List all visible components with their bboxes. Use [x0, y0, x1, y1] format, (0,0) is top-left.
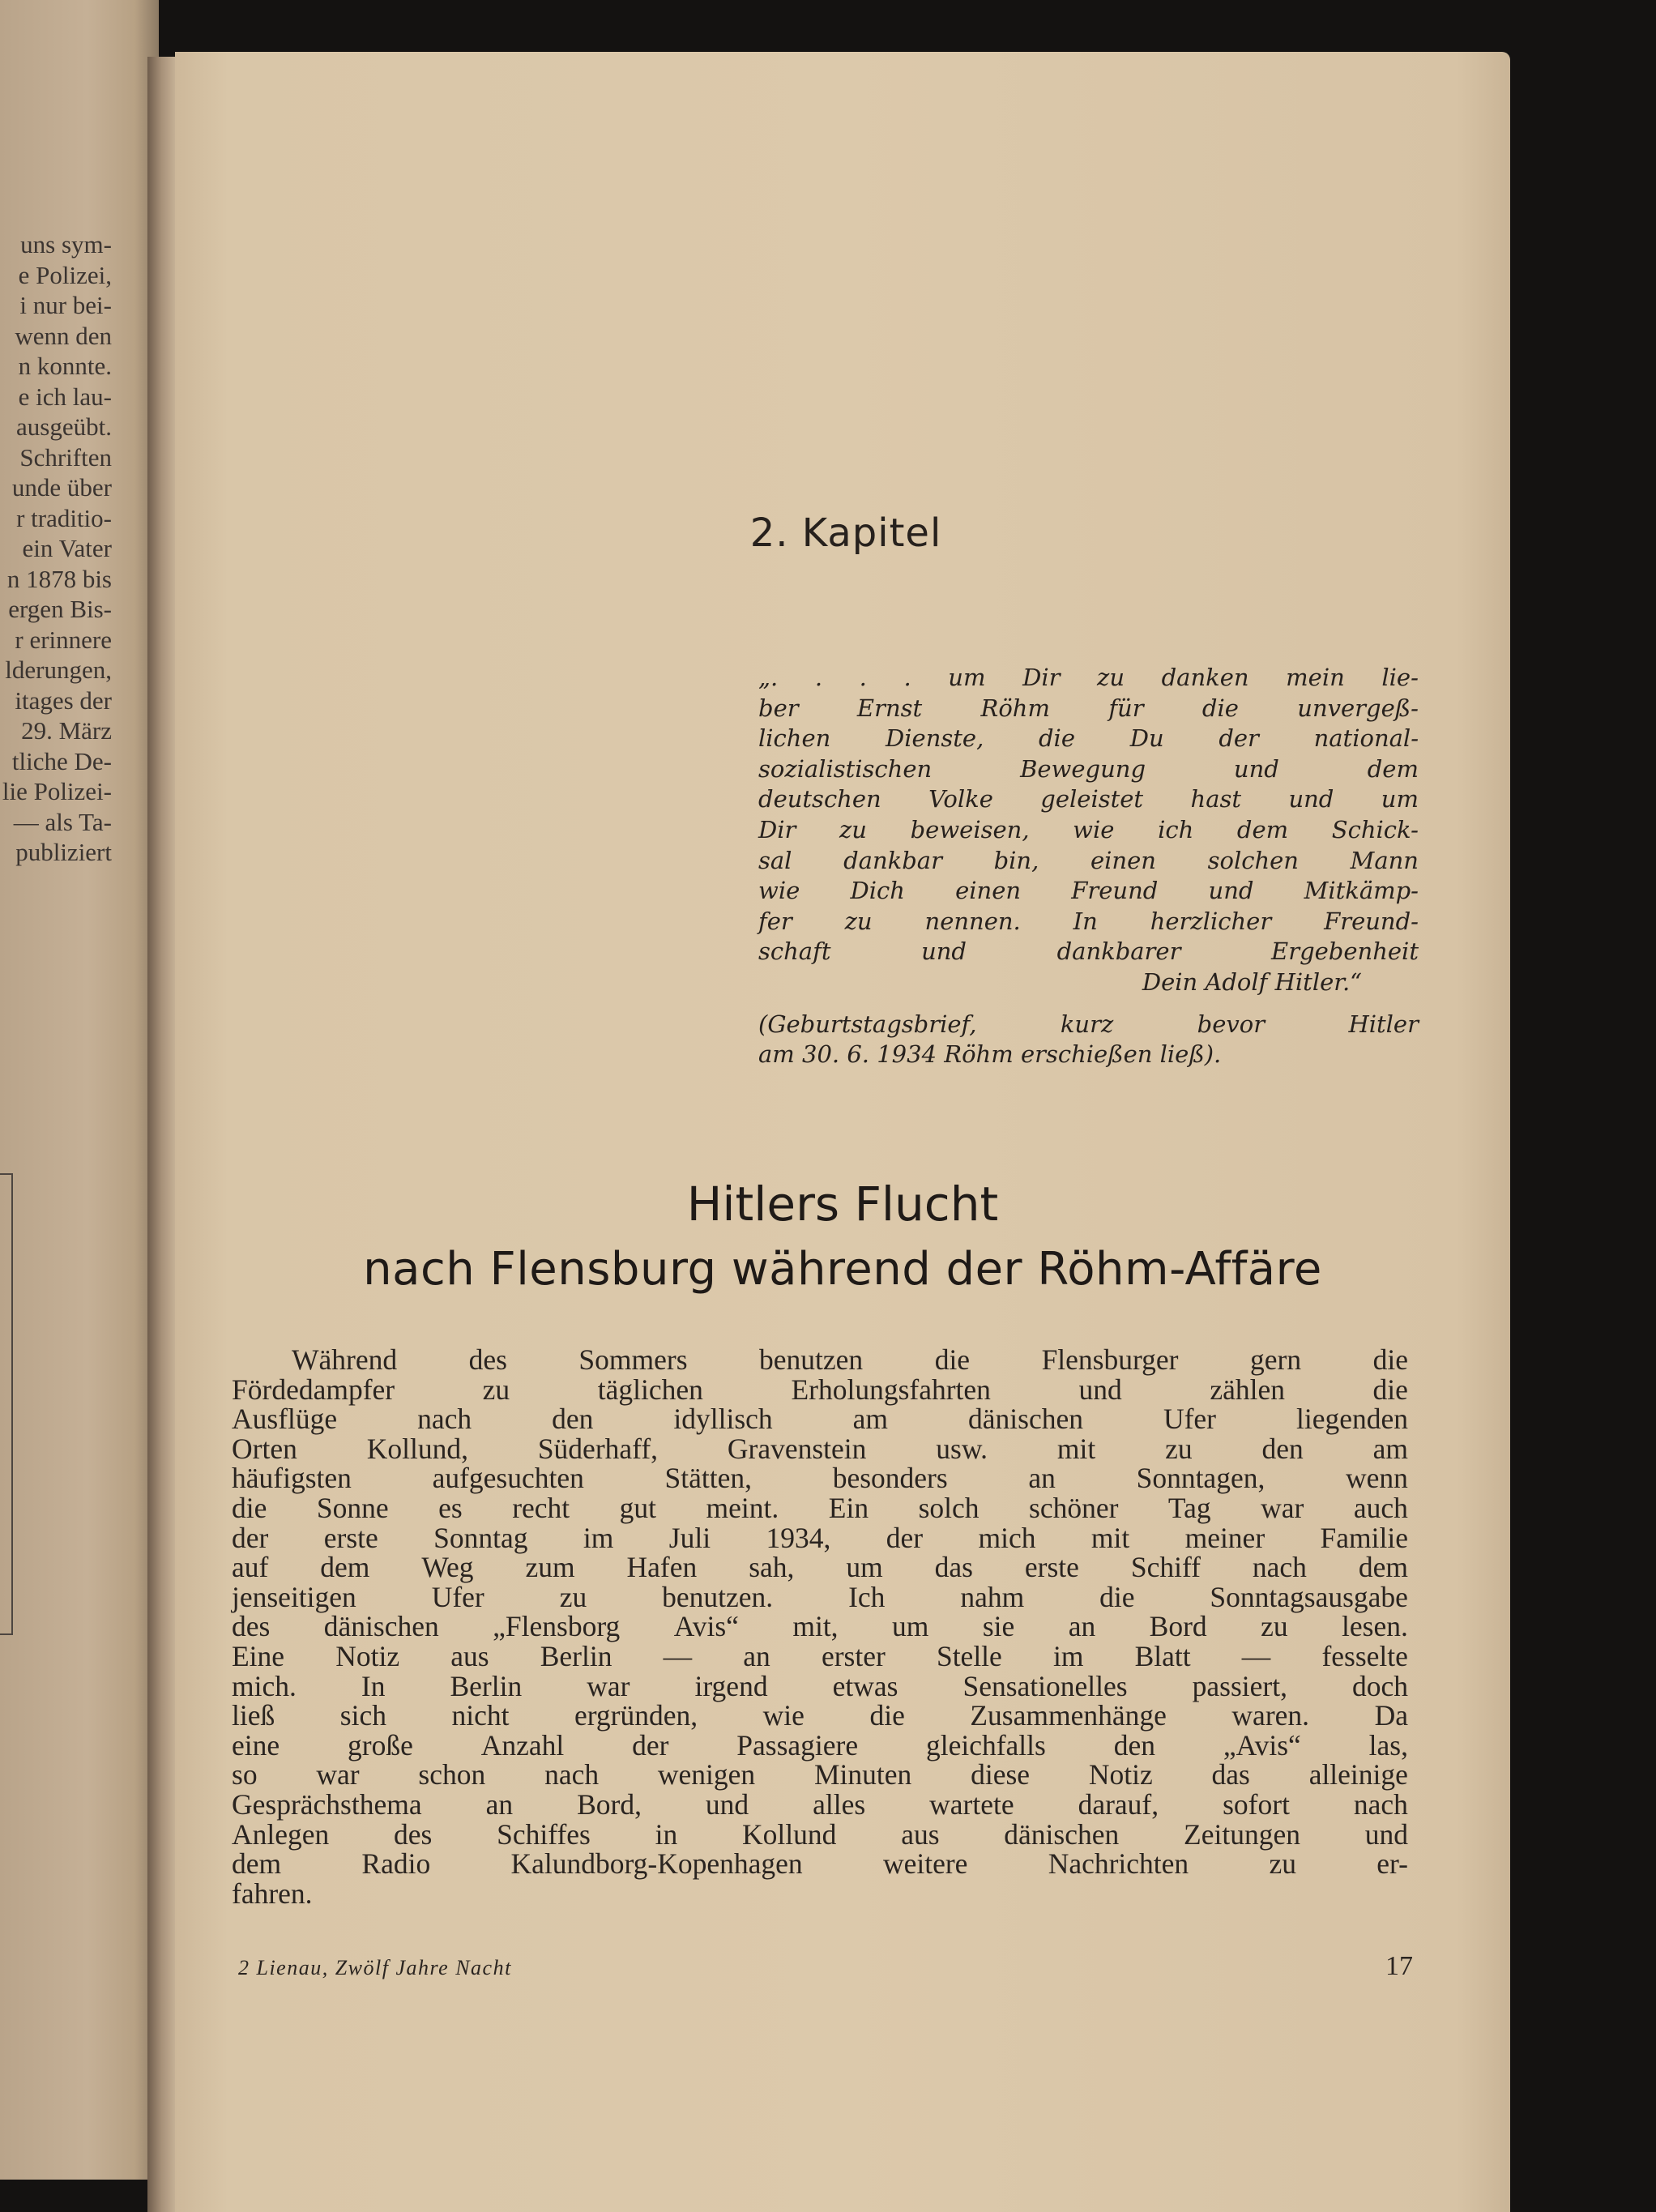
text-line: uns sym- [20, 230, 112, 258]
article-title: Hitlers Flucht [686, 1176, 999, 1232]
previous-page [0, 0, 159, 2180]
text-line: itages der [15, 685, 112, 715]
text-line: i nur bei- [19, 291, 112, 319]
body-line: dem Radio Kalundborg-Kopenhagen weitere Nachrichten zu er- [232, 1847, 1408, 1881]
epigraph-line: fer zu nennen. In herzlicher Freund- [758, 907, 1419, 935]
text-line: ergen Bis- [8, 595, 112, 623]
text-line: n konnte. [18, 352, 112, 380]
epigraph-line: lichen Dienste, die Du der national- [758, 724, 1419, 753]
body-line: Anlegen des Schiffes in Kollund aus dänischen Zeitungen und [232, 1817, 1408, 1851]
text-line: tliche De- [11, 746, 112, 775]
epigraph-line: sal dankbar bin, einen solchen Mann [758, 846, 1419, 874]
body-line: Eine Notiz aus Berlin — an erster Stelle im Blatt — fesselte [232, 1639, 1408, 1672]
body-line: eine große Anzahl der Passagiere gleichfalls den „Avis“ las, [232, 1728, 1408, 1761]
text-line: 29. März [21, 716, 112, 745]
page-number: 17 [1385, 1951, 1413, 1981]
epigraph-source-line: am 30. 6. 1934 Röhm erschießen ließ). [758, 1040, 1222, 1069]
text-line: unde über [11, 473, 112, 502]
text-line: r erinnere [15, 625, 112, 654]
body-line: fahren. [232, 1877, 313, 1910]
epigraph-line: „. . . . um Dir zu danken mein lie- [758, 664, 1419, 691]
epigraph-line: deutschen Volke geleistet hast und um [758, 785, 1419, 813]
text-line: e ich lau- [18, 382, 112, 411]
body-line: ließ sich nicht ergründen, wie die Zusammenhänge waren. Da [232, 1699, 1408, 1732]
body-line: des dänischen „Flensborg Avis“ mit, um sie an Bord zu lesen. [232, 1610, 1408, 1643]
epigraph-line: Dir zu beweisen, wie ich dem Schick- [758, 815, 1419, 843]
body-line: Während des Sommers benutzen die Flensburger gern die [292, 1343, 1408, 1376]
body-line: mich. In Berlin war irgend etwas Sensationelles passiert, doch [232, 1669, 1408, 1702]
body-line: Ausflüge nach den idyllisch am dänischen Ufer liegenden [232, 1403, 1408, 1436]
text-line: r traditio- [16, 503, 112, 532]
body-line: häufigsten aufgesuchten Stätten, besonders an Sonntagen, wenn [232, 1462, 1408, 1495]
chapter-heading: 2. Kapitel [749, 510, 942, 556]
body-line: jenseitigen Ufer zu benutzen. Ich nahm die Sonntagsausgabe [232, 1580, 1408, 1613]
text-line: — als Ta- [13, 807, 112, 836]
text-line: wenn den [15, 321, 112, 350]
epigraph-line: wie Dich einen Freund und Mitkämp- [758, 877, 1419, 905]
body-line: Fördedampfer zu täglichen Erholungsfahrten und zählen die [232, 1373, 1408, 1406]
body-line: die Sonne es recht gut meint. Ein solch schöner Tag war auch [232, 1491, 1408, 1524]
text-line: n 1878 bis [6, 564, 112, 593]
body-paragraph [232, 1345, 1408, 1908]
text-line: Schriften [19, 442, 112, 472]
body-line: Gesprächsthema an Bord, und alles wartete darauf, sofort nach [232, 1787, 1408, 1821]
epigraph-line: schaft und dankbarer Ergebenheit [758, 937, 1419, 966]
text-line: lie Polizei- [2, 777, 112, 805]
epigraph-quote [758, 663, 1419, 1070]
epigraph-line: sozialistischen Bewegung und dem [758, 754, 1419, 783]
text-line: publiziert [15, 838, 112, 866]
text-line: ein Vater [22, 534, 112, 562]
framed-box [0, 1173, 13, 1635]
text-line: ausgeübt. [16, 412, 112, 441]
article-subtitle: nach Flensburg während der Röhm-Affäre [363, 1243, 1322, 1296]
book-page [175, 52, 1510, 2212]
epigraph-signature: Dein Adolf Hitler.“ [1142, 967, 1362, 996]
epigraph-line: ber Ernst Röhm für die unvergeß- [758, 694, 1419, 722]
text-line: lderungen, [5, 655, 112, 684]
epigraph-source-line: (Geburtstagsbrief, kurz bevor Hitler [758, 1010, 1419, 1038]
body-line: der erste Sonntag im Juli 1934, der mich mit meiner Familie [232, 1521, 1408, 1554]
body-line: auf dem Weg zum Hafen sah, um das erste Schiff nach dem [232, 1551, 1408, 1584]
signature-mark: 2 Lienau, Zwölf Jahre Nacht [238, 1956, 512, 1979]
previous-page-text [0, 229, 112, 868]
text-line: e Polizei, [18, 260, 112, 289]
body-line: so war schon nach wenigen Minuten diese Notiz das alleinige [232, 1758, 1408, 1791]
body-line: Orten Kollund, Süderhaff, Gravenstein usw. mit zu den am [232, 1432, 1408, 1465]
